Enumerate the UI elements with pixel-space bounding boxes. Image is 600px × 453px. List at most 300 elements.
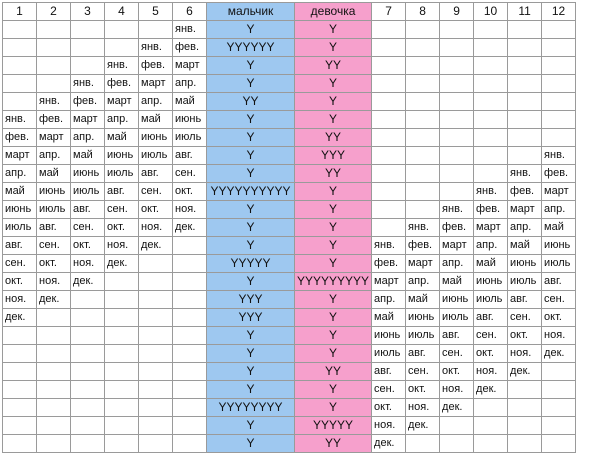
month-cell: фев.: [71, 93, 105, 111]
month-cell: авг.: [406, 345, 440, 363]
month-cell: [3, 399, 37, 417]
month-cell: авг.: [474, 309, 508, 327]
girl-cell: Y: [295, 345, 372, 363]
month-cell: [139, 435, 173, 453]
month-cell: авг.: [173, 147, 207, 165]
month-cell: фев.: [173, 39, 207, 57]
boy-cell: Y: [207, 345, 295, 363]
table-row: [3, 147, 576, 165]
month-cell: фев.: [37, 111, 71, 129]
month-cell: [71, 291, 105, 309]
boy-cell: Y: [207, 417, 295, 435]
boy-cell: Y: [207, 435, 295, 453]
month-cell: [406, 201, 440, 219]
month-cell: окт.: [139, 201, 173, 219]
month-cell: окт.: [542, 309, 576, 327]
month-cell: янв.: [105, 57, 139, 75]
month-cell: [474, 57, 508, 75]
boy-cell: YY: [207, 93, 295, 111]
month-cell: [37, 327, 71, 345]
month-cell: [37, 75, 71, 93]
month-cell: [542, 417, 576, 435]
month-cell: [139, 291, 173, 309]
month-cell: [71, 363, 105, 381]
month-cell: янв.: [71, 75, 105, 93]
month-cell: [372, 201, 406, 219]
girl-cell: Y: [295, 381, 372, 399]
month-cell: янв.: [508, 165, 542, 183]
girl-cell: Y: [295, 111, 372, 129]
month-cell: [173, 417, 207, 435]
month-cell: дек.: [474, 381, 508, 399]
month-cell: май: [105, 129, 139, 147]
table-row: [3, 21, 576, 39]
month-cell: апр.: [372, 291, 406, 309]
month-cell: [372, 129, 406, 147]
table-row: [3, 291, 576, 309]
month-cell: ноя.: [71, 255, 105, 273]
month-cell: июнь: [3, 201, 37, 219]
month-cell: [508, 93, 542, 111]
month-cell: [372, 93, 406, 111]
month-cell: [139, 363, 173, 381]
month-cell: [139, 255, 173, 273]
month-cell: [173, 327, 207, 345]
table-row: [3, 309, 576, 327]
month-cell: [372, 21, 406, 39]
header-col-2: 2: [37, 3, 71, 21]
month-cell: [542, 75, 576, 93]
girl-cell: Y: [295, 309, 372, 327]
header-col-12: 12: [542, 3, 576, 21]
month-cell: [542, 435, 576, 453]
boy-cell: Y: [207, 165, 295, 183]
month-cell: окт.: [406, 381, 440, 399]
month-cell: [139, 417, 173, 435]
table-row: [3, 39, 576, 57]
month-cell: июнь: [406, 309, 440, 327]
month-cell: май: [372, 309, 406, 327]
month-cell: [37, 399, 71, 417]
header-col-5: 5: [139, 3, 173, 21]
month-cell: май: [3, 183, 37, 201]
month-cell: фев.: [139, 57, 173, 75]
boy-cell: Y: [207, 147, 295, 165]
boy-cell: Y: [207, 327, 295, 345]
month-cell: сен.: [105, 201, 139, 219]
month-cell: [105, 381, 139, 399]
month-cell: [173, 291, 207, 309]
calendar-table-container: [2, 2, 576, 453]
month-cell: [474, 93, 508, 111]
month-cell: июль: [474, 291, 508, 309]
month-cell: [3, 345, 37, 363]
header-col-11: 11: [508, 3, 542, 21]
header-boy: мальчик: [207, 3, 295, 21]
month-cell: ноя.: [37, 273, 71, 291]
month-cell: март: [372, 273, 406, 291]
month-cell: [542, 129, 576, 147]
month-cell: [440, 435, 474, 453]
girl-cell: Y: [295, 399, 372, 417]
month-cell: апр.: [440, 255, 474, 273]
month-cell: [105, 309, 139, 327]
month-cell: апр.: [406, 273, 440, 291]
table-row: [3, 201, 576, 219]
month-cell: [474, 399, 508, 417]
month-cell: сен.: [372, 381, 406, 399]
girl-cell: Y: [295, 201, 372, 219]
birth-calendar-table: [2, 2, 576, 453]
month-cell: окт.: [474, 345, 508, 363]
table-row: [3, 381, 576, 399]
month-cell: [542, 381, 576, 399]
month-cell: [474, 111, 508, 129]
month-cell: фев.: [474, 201, 508, 219]
month-cell: май: [508, 237, 542, 255]
table-row: [3, 417, 576, 435]
month-cell: сен.: [474, 327, 508, 345]
month-cell: [542, 399, 576, 417]
boy-cell: Y: [207, 381, 295, 399]
month-cell: [37, 345, 71, 363]
month-cell: [508, 399, 542, 417]
month-cell: июль: [3, 219, 37, 237]
month-cell: июль: [542, 255, 576, 273]
month-cell: [105, 21, 139, 39]
month-cell: сен.: [37, 237, 71, 255]
month-cell: [71, 381, 105, 399]
month-cell: [440, 93, 474, 111]
month-cell: [508, 417, 542, 435]
table-row: [3, 183, 576, 201]
month-cell: май: [139, 111, 173, 129]
month-cell: дек.: [105, 255, 139, 273]
month-cell: [406, 57, 440, 75]
month-cell: [139, 273, 173, 291]
month-cell: [139, 381, 173, 399]
month-cell: май: [406, 291, 440, 309]
month-cell: [3, 381, 37, 399]
month-cell: март: [71, 111, 105, 129]
month-cell: [105, 399, 139, 417]
month-cell: [508, 39, 542, 57]
table-row: [3, 273, 576, 291]
month-cell: [508, 381, 542, 399]
month-cell: авг.: [508, 291, 542, 309]
girl-cell: Y: [295, 39, 372, 57]
month-cell: [37, 435, 71, 453]
month-cell: май: [173, 93, 207, 111]
month-cell: авг.: [542, 273, 576, 291]
month-cell: [440, 147, 474, 165]
month-cell: сен.: [508, 309, 542, 327]
month-cell: ноя.: [105, 237, 139, 255]
girl-cell: Y: [295, 183, 372, 201]
month-cell: авг.: [372, 363, 406, 381]
month-cell: [173, 345, 207, 363]
girl-cell: YY: [295, 363, 372, 381]
month-cell: авг.: [37, 219, 71, 237]
month-cell: [372, 111, 406, 129]
month-cell: март: [37, 129, 71, 147]
month-cell: ноя.: [139, 219, 173, 237]
girl-cell: YYYYYYYYY: [295, 273, 372, 291]
month-cell: дек.: [508, 363, 542, 381]
month-cell: март: [173, 57, 207, 75]
header-col-7: 7: [372, 3, 406, 21]
header-col-9: 9: [440, 3, 474, 21]
month-cell: апр.: [173, 75, 207, 93]
boy-cell: Y: [207, 201, 295, 219]
month-cell: [37, 381, 71, 399]
month-cell: [508, 21, 542, 39]
header-girl: девочка: [295, 3, 372, 21]
month-cell: [440, 21, 474, 39]
month-cell: [173, 399, 207, 417]
girl-cell: YYYYY: [295, 417, 372, 435]
month-cell: [37, 57, 71, 75]
month-cell: дек.: [37, 291, 71, 309]
month-cell: [71, 345, 105, 363]
month-cell: [474, 147, 508, 165]
month-cell: [440, 183, 474, 201]
month-cell: ноя.: [372, 417, 406, 435]
month-cell: март: [105, 93, 139, 111]
month-cell: июль: [372, 345, 406, 363]
month-cell: июль: [173, 129, 207, 147]
month-cell: май: [474, 255, 508, 273]
month-cell: [71, 57, 105, 75]
month-cell: [406, 435, 440, 453]
month-cell: [173, 381, 207, 399]
month-cell: [139, 309, 173, 327]
table-row: [3, 93, 576, 111]
month-cell: [440, 417, 474, 435]
month-cell: янв.: [440, 201, 474, 219]
month-cell: [542, 39, 576, 57]
table-row: [3, 327, 576, 345]
header-col-1: 1: [3, 3, 37, 21]
month-cell: июнь: [440, 291, 474, 309]
month-cell: [71, 435, 105, 453]
month-cell: сен.: [542, 291, 576, 309]
month-cell: сен.: [406, 363, 440, 381]
month-cell: [508, 75, 542, 93]
month-cell: сен.: [3, 255, 37, 273]
month-cell: авг.: [105, 183, 139, 201]
month-cell: июнь: [71, 165, 105, 183]
month-cell: май: [440, 273, 474, 291]
girl-cell: YY: [295, 129, 372, 147]
girl-cell: Y: [295, 327, 372, 345]
header-col-4: 4: [105, 3, 139, 21]
month-cell: [71, 399, 105, 417]
boy-cell: Y: [207, 75, 295, 93]
month-cell: дек.: [372, 435, 406, 453]
month-cell: авг.: [71, 201, 105, 219]
table-body: [3, 21, 576, 453]
month-cell: [71, 309, 105, 327]
month-cell: [372, 57, 406, 75]
month-cell: [372, 147, 406, 165]
month-cell: дек.: [3, 309, 37, 327]
month-cell: март: [474, 219, 508, 237]
month-cell: [173, 309, 207, 327]
month-cell: март: [508, 201, 542, 219]
month-cell: [37, 21, 71, 39]
boy-cell: YYYYY: [207, 255, 295, 273]
month-cell: [508, 435, 542, 453]
table-row: [3, 219, 576, 237]
month-cell: [542, 57, 576, 75]
month-cell: фев.: [508, 183, 542, 201]
month-cell: [105, 345, 139, 363]
month-cell: ноя.: [440, 381, 474, 399]
month-cell: [406, 93, 440, 111]
boy-cell: Y: [207, 273, 295, 291]
table-row: [3, 111, 576, 129]
month-cell: окт.: [105, 219, 139, 237]
month-cell: [173, 273, 207, 291]
table-row: [3, 255, 576, 273]
month-cell: [406, 147, 440, 165]
month-cell: [173, 435, 207, 453]
month-cell: [406, 39, 440, 57]
month-cell: сен.: [139, 183, 173, 201]
month-cell: [105, 363, 139, 381]
girl-cell: Y: [295, 75, 372, 93]
month-cell: [440, 129, 474, 147]
month-cell: [406, 75, 440, 93]
month-cell: апр.: [71, 129, 105, 147]
month-cell: [105, 327, 139, 345]
month-cell: янв.: [3, 111, 37, 129]
month-cell: апр.: [508, 219, 542, 237]
month-cell: [3, 21, 37, 39]
month-cell: апр.: [105, 111, 139, 129]
girl-cell: Y: [295, 237, 372, 255]
boy-cell: YYY: [207, 291, 295, 309]
month-cell: дек.: [440, 399, 474, 417]
month-cell: окт.: [372, 399, 406, 417]
month-cell: [440, 165, 474, 183]
month-cell: ноя.: [474, 363, 508, 381]
month-cell: [508, 111, 542, 129]
girl-cell: Y: [295, 291, 372, 309]
month-cell: авг.: [3, 237, 37, 255]
month-cell: ноя.: [3, 291, 37, 309]
girl-cell: YY: [295, 57, 372, 75]
month-cell: янв.: [542, 147, 576, 165]
girl-cell: Y: [295, 219, 372, 237]
month-cell: июль: [71, 183, 105, 201]
month-cell: окт.: [440, 363, 474, 381]
month-cell: ноя.: [508, 345, 542, 363]
month-cell: [372, 219, 406, 237]
month-cell: март: [440, 237, 474, 255]
header-row: [3, 3, 576, 21]
header-col-10: 10: [474, 3, 508, 21]
girl-cell: Y: [295, 21, 372, 39]
month-cell: апр.: [474, 237, 508, 255]
month-cell: окт.: [71, 237, 105, 255]
month-cell: [406, 183, 440, 201]
month-cell: [3, 57, 37, 75]
month-cell: окт.: [3, 273, 37, 291]
month-cell: [71, 327, 105, 345]
month-cell: [105, 417, 139, 435]
header-col-3: 3: [71, 3, 105, 21]
month-cell: июнь: [542, 237, 576, 255]
month-cell: фев.: [105, 75, 139, 93]
header-col-8: 8: [406, 3, 440, 21]
month-cell: фев.: [406, 237, 440, 255]
month-cell: дек.: [173, 219, 207, 237]
month-cell: ноя.: [173, 201, 207, 219]
month-cell: [474, 75, 508, 93]
month-cell: фев.: [372, 255, 406, 273]
month-cell: [3, 363, 37, 381]
girl-cell: Y: [295, 93, 372, 111]
month-cell: июнь: [139, 129, 173, 147]
month-cell: [37, 39, 71, 57]
month-cell: [440, 39, 474, 57]
month-cell: [542, 111, 576, 129]
month-cell: [372, 165, 406, 183]
month-cell: [440, 75, 474, 93]
month-cell: фев.: [3, 129, 37, 147]
month-cell: дек.: [542, 345, 576, 363]
month-cell: [508, 147, 542, 165]
month-cell: окт.: [508, 327, 542, 345]
month-cell: апр.: [37, 147, 71, 165]
month-cell: [139, 399, 173, 417]
month-cell: окт.: [37, 255, 71, 273]
month-cell: [474, 417, 508, 435]
month-cell: [105, 291, 139, 309]
month-cell: ноя.: [542, 327, 576, 345]
month-cell: [71, 39, 105, 57]
month-cell: янв.: [372, 237, 406, 255]
table-row: [3, 363, 576, 381]
month-cell: [3, 75, 37, 93]
header-col-6: 6: [173, 3, 207, 21]
boy-cell: Y: [207, 21, 295, 39]
month-cell: июнь: [372, 327, 406, 345]
month-cell: [3, 417, 37, 435]
girl-cell: YY: [295, 165, 372, 183]
month-cell: дек.: [406, 417, 440, 435]
table-row: [3, 57, 576, 75]
month-cell: [372, 183, 406, 201]
month-cell: дек.: [71, 273, 105, 291]
month-cell: [542, 93, 576, 111]
month-cell: авг.: [139, 165, 173, 183]
month-cell: ноя.: [406, 399, 440, 417]
girl-cell: YYY: [295, 147, 372, 165]
month-cell: март: [139, 75, 173, 93]
month-cell: [71, 417, 105, 435]
table-row: [3, 75, 576, 93]
month-cell: [3, 93, 37, 111]
month-cell: [3, 39, 37, 57]
month-cell: [3, 435, 37, 453]
month-cell: [542, 363, 576, 381]
boy-cell: Y: [207, 129, 295, 147]
boy-cell: Y: [207, 111, 295, 129]
month-cell: март: [542, 183, 576, 201]
